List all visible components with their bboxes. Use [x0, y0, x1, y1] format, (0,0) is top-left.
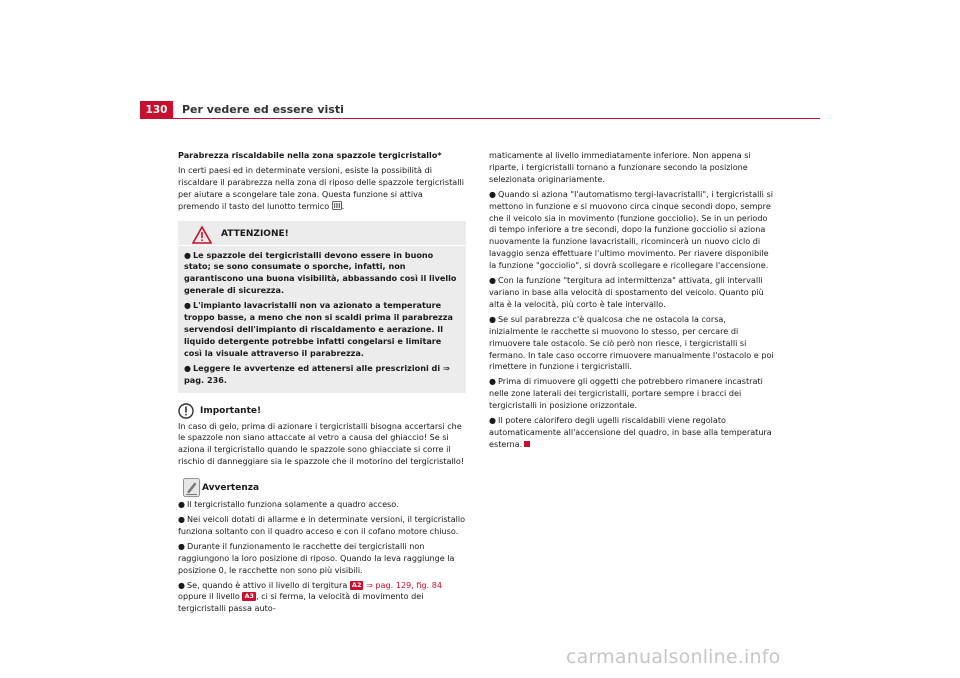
bullet-icon: ●	[178, 515, 185, 525]
warning-item-text: Le spazzole dei tergicristalli devono essere in buono stato; se sono consumate o sporche, infatti, non garantiscono una buona visibilità, abbassando così il livello generale di sicurezza.	[184, 249, 457, 296]
warning-header	[178, 225, 466, 246]
info-item-text: Prima di rimuovere gli oggetti che potrebbero rimanere incastrati nelle zone laterali dei tergicristalli, portare sempre i bracci dei tergicristalli in posizione orizzontale.	[489, 376, 763, 411]
exclamation-circle-icon	[178, 403, 194, 419]
watermark: carmanualsonline.info	[566, 646, 781, 668]
page-number: 130	[140, 101, 173, 119]
important-title: Importante!	[200, 405, 262, 416]
note-item-text: , ci si ferma, la velocità di movimento dei tergicristalli passa auto-	[178, 591, 424, 614]
position-badge-a2: A2	[351, 580, 362, 589]
right-column	[489, 150, 776, 454]
note-item	[178, 514, 466, 538]
warning-item	[184, 300, 460, 360]
note-header	[178, 478, 466, 497]
warning-item-text: Leggere le avvertenze ed attenersi alle prescrizioni di	[193, 362, 441, 373]
warning-item-text: L'impianto lavacristalli non va azionato a temperature troppo basse, a meno che non si scaldi prima il parabrezza servendosi dell'impianto di riscaldamento e aerazione. Il liquido detergente potrebbe infatti congelarsi e limitare così la visuale attraverso il parabrezza.	[184, 300, 453, 358]
bullet-icon: ●	[184, 363, 191, 373]
intro-paragraph	[178, 165, 466, 213]
important-text: In caso di gelo, prima di azionare i tergicristalli bisogna accertarsi che le spazzole non siano attaccate al vetro a causa del ghiaccio! Se si aziona il tergicristallo quando le spazzole sono ghiacciate si corre il rischio di danneggiare sia le spazzole che il motorino del tergicristallo!	[178, 420, 465, 467]
note-item-text: Il tergicristallo funziona solamente a quadro acceso.	[187, 499, 399, 510]
note-item	[178, 541, 466, 577]
section-end-icon	[524, 441, 530, 447]
note-item-text: Nei veicoli dotati di allarme e in determinate versioni, il tergicristallo funziona soltanto con il quadro acceso e con il cofano motore chiuso.	[178, 514, 466, 536]
important-section	[178, 403, 466, 469]
warning-item	[184, 363, 460, 387]
info-item-text: Se sul parabrezza c'è qualcosa che ne ostacola la corsa, inizialmente le racchette si muovono lo stesso, per cercare di rimuovere tale ostacolo. Se ciò però non riesce, i tergicristalli si fermano. In tale caso occorre rimuovere manualmente l'ostacolo e poi rimettere in funzione i tergicristalli.	[489, 313, 774, 372]
bullet-icon: ●	[489, 377, 496, 387]
note-title: Avvertenza	[202, 483, 260, 494]
page-header	[140, 101, 820, 119]
header-rule	[173, 118, 820, 119]
important-header	[178, 403, 466, 419]
intro-text: In certi paesi ed in determinate versioni, esiste la possibilità di riscaldare il parabrezza nella zona di riposo delle spazzole tergicristalli per aiutare a scongelare tale zona. Questa funzione si attiva premendo il tasto del lunotto termico	[178, 164, 464, 211]
figure-reference-link[interactable]: ⇒ pag. 129, fig. 84	[366, 579, 443, 590]
note-section	[178, 478, 466, 615]
section-heading: Parabrezza riscaldabile nella zona spazzole tergicristallo*	[178, 150, 442, 160]
bullet-icon: ●	[184, 301, 191, 311]
note-item-text: Durante il funzionamento le racchette dei tergicristalli non raggiungono la loro posizione di riposo. Quando la leva raggiunge la posizione 0, le racchette non sono più visibili.	[178, 540, 455, 575]
note-item	[178, 580, 466, 616]
rear-window-heater-icon	[332, 201, 342, 210]
warning-item	[184, 250, 460, 298]
info-item-text: Il potere calorifero degli ugelli riscaldabili viene regolato automaticamente all'accensione del quadro, in base alla temperatura esterna.	[489, 415, 772, 449]
page-reference-link[interactable]: ⇒ pag. 236	[184, 362, 450, 385]
warning-triangle-icon	[192, 226, 212, 244]
page-title: Per vedere ed essere visti	[182, 103, 344, 116]
info-item	[489, 314, 776, 374]
bullet-icon: ●	[489, 314, 496, 324]
note-pencil-icon	[183, 478, 200, 497]
warning-title: ATTENZIONE!	[221, 228, 289, 239]
info-item	[489, 275, 776, 311]
bullet-icon: ●	[489, 189, 496, 199]
note-item-text: oppure il livello	[178, 591, 240, 602]
bullet-icon: ●	[178, 541, 185, 551]
info-item	[489, 415, 776, 451]
info-item	[489, 376, 776, 412]
intro-end: .	[341, 200, 345, 211]
continuation-paragraph: maticamente al livello immediatamente inferiore. Non appena si riparte, i tergicristalli tornano a funzionare secondo la posizione selezionata originariamente.	[489, 150, 751, 184]
bullet-icon: ●	[184, 250, 191, 260]
info-item-text: Quando si aziona "l'automatismo tergi-lavacristalli", i tergicristalli si mettono in funzione e si muovono circa cinque secondi dopo, sempre che il veicolo sia in movimento (funzione gocciolio). Se in un periodo di tempo inferiore a tre secondi, dopo la funzione gocciolio si aziona nuovamente la funzione lavacristalli, ricomincerà un nuovo ciclo di lavaggio senza effettuare l'ultimo movimento. Per riavere disponibile la funzione "gocciolio", si dovrà scollegare e ricollegare l'accensione.	[489, 188, 773, 271]
bullet-icon: ●	[489, 276, 496, 286]
info-item-text: Con la funzione "tergitura ad intermittenza" attivata, gli intervalli variano in base alla velocità di spostamento del veicolo. Quanto più alta è la velocità, più corto è tale intervallo.	[489, 275, 764, 309]
note-item-text: Se, quando è attivo il livello di tergitura	[187, 579, 348, 590]
warning-box	[178, 221, 466, 393]
position-badge-a3: A3	[244, 592, 254, 601]
left-column	[178, 150, 466, 625]
note-item	[178, 499, 466, 511]
warning-item-end: .	[223, 374, 227, 385]
bullet-icon: ●	[178, 500, 185, 510]
bullet-icon: ●	[178, 580, 185, 590]
info-item	[489, 189, 776, 272]
bullet-icon: ●	[489, 416, 496, 426]
